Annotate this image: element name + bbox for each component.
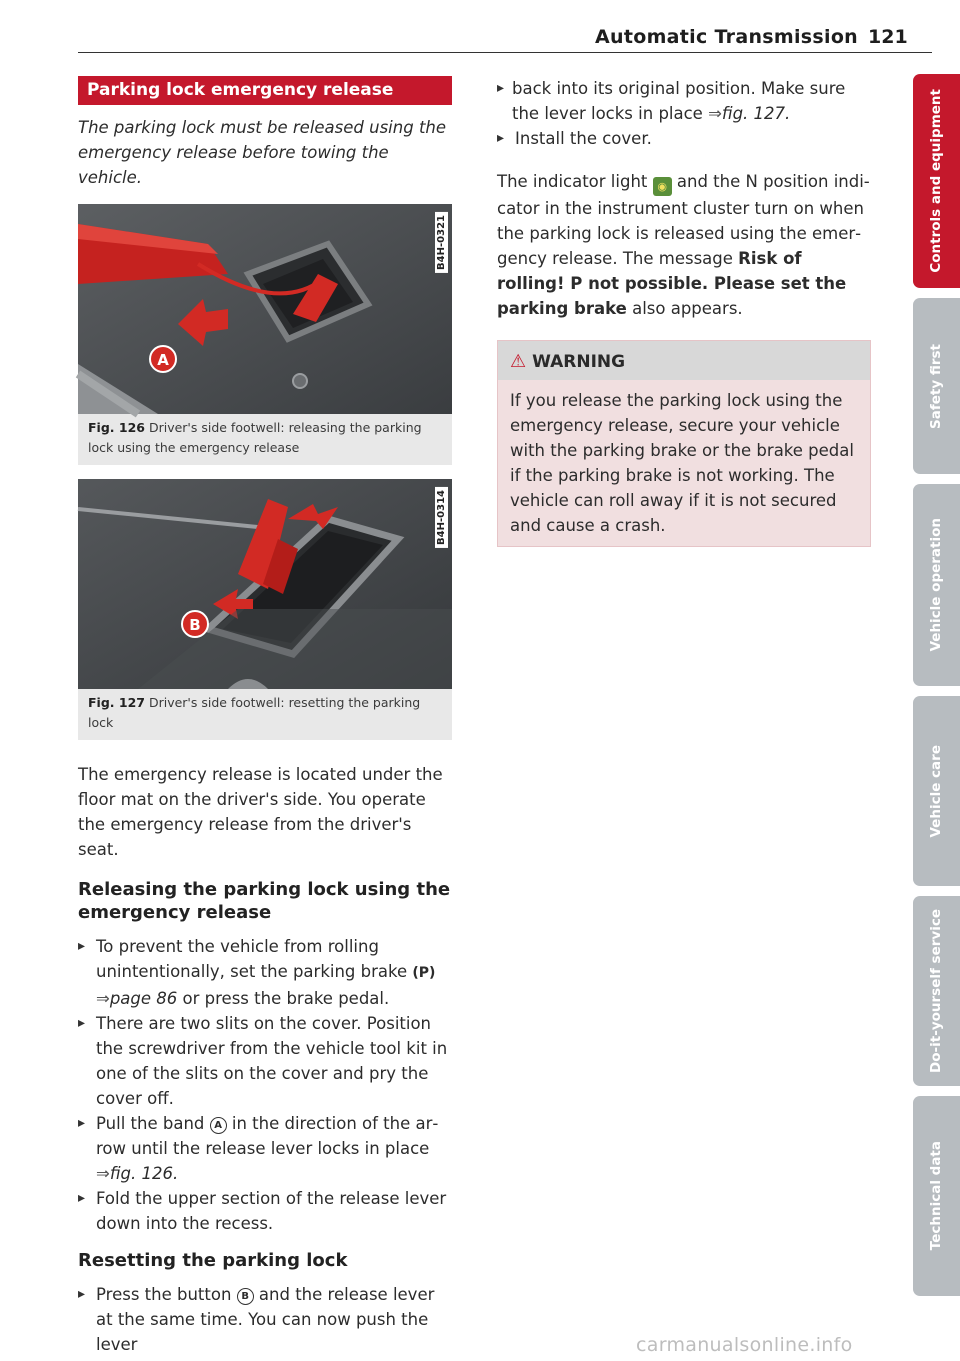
header-rule <box>78 52 932 53</box>
tab-technical-data[interactable]: Technical data <box>913 1096 960 1296</box>
warning-box <box>497 340 871 547</box>
section-title: Parking lock emergency release <box>78 76 452 105</box>
figure-126-code: B4H-0321 <box>435 212 448 273</box>
section-lead: The parking lock must be released using the emergency release before towing the vehicle. <box>78 118 447 187</box>
resetting-step-1-continued: ▸ back into its original position. Make sure the lever locks in place ⇒fig. 127. <box>497 76 871 126</box>
fig-127-ref-link[interactable]: fig. 127. <box>721 104 791 123</box>
risk-message: Risk of rolling! P not possible. Please set the parking brake <box>497 249 847 318</box>
parking-lock-indicator-icon: ◉ <box>653 177 672 196</box>
xref-arrow-icon: ⇒ <box>708 104 722 123</box>
figure-127 <box>78 479 452 740</box>
warning-title: WARNING <box>532 352 626 372</box>
tab-do-it-yourself-service[interactable]: Do-it-yourself service <box>913 896 960 1086</box>
xref-arrow-icon: ⇒ <box>96 1164 110 1183</box>
figure-126-caption-text: Driver's side footwell: releasing the parking lock using the emergency release <box>88 420 422 455</box>
watermark: carmanualsonline.info <box>636 1334 853 1356</box>
figure-127-label: Fig. 127 <box>88 695 145 710</box>
svg-text:A: A <box>157 351 169 369</box>
resetting-step-1: ▸ Press the button B and the release lever at the same time. You can now push the lever <box>78 1282 452 1332</box>
svg-text:B: B <box>189 616 201 634</box>
figure-126-caption <box>78 414 452 465</box>
resetting-step-1-text: and the release lever at the same time. You can now push the lever <box>96 1285 435 1354</box>
tab-vehicle-operation[interactable]: Vehicle operation <box>913 484 960 686</box>
resetting-steps-right <box>497 76 871 151</box>
figure-127-caption-text: Driver's side footwell: resetting the parking lock <box>88 695 421 730</box>
parking-brake-icon: (P) <box>412 965 436 981</box>
xref-arrow-icon: ⇒ <box>96 989 110 1008</box>
callout-b-icon: B <box>237 1288 254 1305</box>
page-ref-link[interactable]: page 86 <box>109 989 178 1008</box>
callout-a-icon: A <box>210 1117 227 1134</box>
resetting-step-2: ▸ Install the cover. <box>497 126 871 151</box>
tab-controls-and-equipment[interactable]: Controls and equipment <box>913 74 960 288</box>
releasing-heading: Releasing the parking lock using the emergency release <box>78 879 451 923</box>
tab-safety-first[interactable]: Safety first <box>913 298 960 474</box>
figure-127-caption <box>78 689 452 740</box>
figure-126-label: Fig. 126 <box>88 420 145 435</box>
releasing-step-3: ▸ Pull the band A in the direction of the arrow until the release lever locks in place ⇒fig. 126. <box>78 1111 452 1186</box>
warning-triangle-icon: ⚠ <box>510 351 527 372</box>
figure-127-image <box>78 479 452 689</box>
right-column <box>497 76 871 547</box>
left-column <box>78 76 452 1354</box>
figure-127-code: B4H-0314 <box>435 487 448 548</box>
releasing-steps <box>78 934 452 1236</box>
tab-vehicle-care[interactable]: Vehicle care <box>913 696 960 886</box>
fig-126-ref-link[interactable]: fig. 126. <box>109 1164 179 1183</box>
warning-header <box>498 341 870 380</box>
warning-body: If you release the parking lock using the emergency release, secure your vehicle with the parking brake or the brake pedal if the parking brake is not working. The vehicle can roll away if it is not secured and cause a crash. <box>510 391 854 535</box>
resetting-steps-left <box>78 1282 452 1354</box>
figure-126 <box>78 204 452 465</box>
releasing-step-2: ▸ There are two slits on the cover. Position the screwdriver from the vehicle tool kit in one of the slits on the cover and pry the cover off. <box>78 1011 452 1111</box>
intro-paragraph: The emergency release is located under the floor mat on the driver's side. You operate the emergency release from the driver's seat. <box>78 765 443 859</box>
page-number: 121 <box>868 26 908 48</box>
releasing-step-4: ▸ Fold the upper section of the release lever down into the recess. <box>78 1186 452 1236</box>
releasing-step-1: ▸ To prevent the vehicle from rolling unintentionally, set the parking brake (P) ⇒page 86 or press the brake pedal. <box>78 934 452 1011</box>
resetting-heading: Resetting the parking lock <box>78 1250 348 1271</box>
running-head: Automatic Transmission <box>595 26 858 48</box>
figure-126-image <box>78 204 452 414</box>
indicator-paragraph: The indicator light ◉ and the N position indicator in the instrument cluster turn on when the parking lock is released using the emergency release. The message Risk of rolling! P not possible. Please set the parking brake also appears. <box>497 172 870 318</box>
